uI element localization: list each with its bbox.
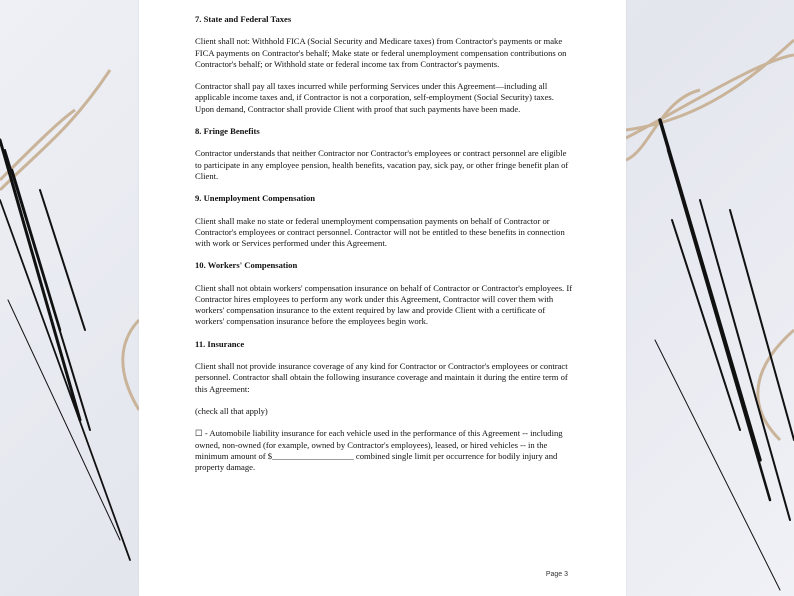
section-heading-fringe-benefits: 8. Fringe Benefits <box>195 125 260 136</box>
auto-liability-checkbox-item[interactable]: ☐ - Automobile liability insurance for each vehicle used in the performance of this Agreement -- including owned, non-owned (for example, owned by Contractor's employees), leased, or hired vehicles -- in the minimum amount of $___________________ combined single limit per occurrence for bodily injury and property damage. <box>195 428 563 472</box>
left-black-strokes <box>0 140 130 560</box>
section-paragraph: Contractor shall pay all taxes incurred while performing Services under this Agreement—including all applicable income taxes and, if Contractor is not a corporation, self-employment (Social Security) taxes. Upon demand, Contractor shall provide Client with proof that such payments have been made. <box>195 81 554 114</box>
page-number: Page 3 <box>545 571 568 578</box>
right-black-strokes <box>655 120 794 590</box>
section-paragraph: Client shall not provide insurance coverage of any kind for Contractor or Contractor's employees or contract personnel. Contractor shall obtain the following insurance coverage and maintain it during the entire term of this Agreement: <box>195 361 568 394</box>
section-paragraph: Client shall not: Withhold FICA (Social Security and Medicare taxes) from Contractor's payments or make FICA payments on Contractor's behalf; Make state or federal unemployment compensation contributions on Contractor's behalf; or Withhold state or federal income tax from Contractor's payments. <box>195 36 567 69</box>
section-heading-unemployment: 9. Unemployment Compensation <box>195 193 316 204</box>
section-paragraph: Client shall make no state or federal unemployment compensation payments on behalf of Contractor or Contractor's employees or contract personnel. Contractor will not be entitled to these benefits in connection with work or Services performed under this Agreement. <box>195 215 565 248</box>
section-heading-taxes: 7. State and Federal Taxes <box>195 14 292 24</box>
left-beige-curve <box>0 70 139 410</box>
document-page <box>139 0 626 596</box>
section-paragraph: Contractor understands that neither Contractor nor Contractor's employees or contract personnel are eligible to participate in any employee pension, health benefits, vacation pay, sick pay, or other fringe benefit plan of Client. <box>195 148 569 181</box>
section-heading-insurance: 11. Insurance <box>195 338 245 349</box>
section-paragraph: Client shall not obtain workers' compensation insurance on behalf of Contractor or Contractor's employees. If Contractor hires employees to perform any work under this Agreement, Contractor will cover them with workers' compensation insurance to the extent required by law and provide Client with a certificate of workers' compensation insurance before the employees begin work. <box>195 282 573 327</box>
check-instruction: (check all that apply) <box>195 405 268 416</box>
document-body <box>195 14 575 473</box>
right-beige-curve <box>626 40 794 440</box>
section-heading-workers-comp: 10. Workers' Compensation <box>195 260 298 271</box>
